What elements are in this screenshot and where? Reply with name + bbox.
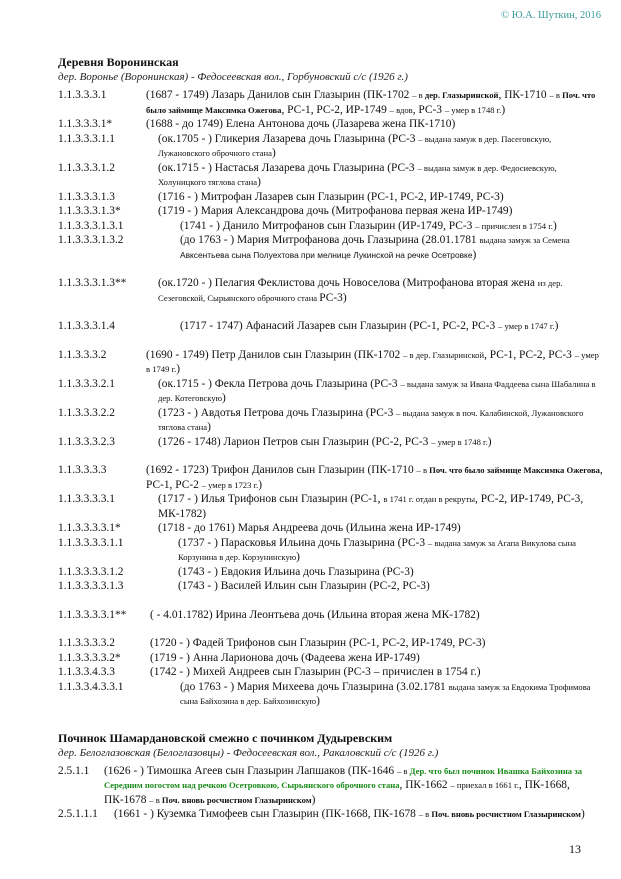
entry-text: (1690 - 1749) Петр Данилов сын Глазырин (ПК-1702 – в дер. Глазыринской, РС-1, РС-2, РС-3 – умер в 1749 г.): [146, 348, 599, 375]
genealogy-entry: [58, 521, 603, 536]
spacer: [58, 449, 603, 463]
spacer: [58, 709, 603, 731]
spacer: [58, 262, 603, 276]
entry-number: 1.1.3.3.3.3.1: [58, 493, 115, 505]
entry-number: 1.1.3.3.3.3.1.1: [58, 536, 124, 549]
page-number: 13: [569, 842, 581, 856]
entry-text: (ок.1705 - ) Гликерия Лазарева дочь Глазырина (РС-3 – выдана замуж в дер. Пасеговскую, Лужановского оброчного стана): [158, 132, 552, 159]
genealogy-entry: [58, 204, 603, 219]
entry-text: (1720 - ) Фадей Трифонов сын Глазырин (РС-1, РС-2, ИР-1749, РС-3): [150, 637, 486, 649]
genealogy-entry: [58, 117, 603, 132]
section-subtitle: дер. Белоглазовская (Белоглазовцы) - Федосеевская вол., Ракаловский с/с (1926 г.): [58, 746, 439, 759]
entry-text: (1626 - ) Тимошка Агеев сын Глазырин Лапшаков (ПК-1646 – в Дер. что был починок Ивашка Байхозина за Середним погостом над речкою Осетровкою, Сырьянского оброчного стана, ПК-1662 – приехал в 1661 г., ПК-1668, ПК-1678 – в Поч. вновь росчистном Глазыринском): [104, 764, 582, 806]
entry-number: 1.1.3.3.3.2: [58, 348, 107, 361]
entry-text: (1716 - ) Митрофан Лазарев сын Глазырин (РС-1, РС-2, ИР-1749, РС-3): [158, 190, 504, 203]
entry-number: 1.1.3.3.3.1.1: [58, 132, 115, 145]
genealogy-entry: [58, 377, 603, 406]
entry-number: 1.1.3.3.3.3: [58, 464, 107, 476]
entry-text: (ок.1715 - ) Настасья Лазарева дочь Глазырина (РС-3 – выдана замуж в дер. Федосиевскую, Холуницкого тяглова стана): [158, 161, 557, 188]
document-body: [58, 55, 603, 822]
genealogy-entry: [58, 665, 603, 680]
genealogy-entry: [58, 608, 603, 623]
entry-number: 1.1.3.3.3.1.3.2: [58, 234, 124, 246]
entry-text: (1719 - ) Анна Ларионова дочь (Фадеева жена ИР-1749): [150, 651, 420, 664]
copyright-notice: © Ю.А. Шуткин, 2016: [501, 10, 601, 21]
genealogy-entry: [58, 435, 603, 450]
entry-text: (до 1763 - ) Мария Михеева дочь Глазырина (3.02.1781 выдана замуж за Евдокима Трофимова сына Байхозина в дер. Байхозинскую): [180, 680, 591, 707]
entry-number: 2.5.1.1.1: [58, 808, 98, 820]
entry-text: (1717 - ) Илья Трифонов сын Глазырин (РС-1, в 1741 г. отдан в рекруты, РС-2, ИР-1749, РС-3, МК-1782): [158, 493, 584, 520]
genealogy-entry: [58, 651, 603, 666]
entry-text: (1737 - ) Парасковья Ильина дочь Глазырина (РС-3 – выдана замуж за Агапа Викулова сына Корзунина в дер. Корзунинскую): [178, 536, 576, 563]
spacer: [58, 622, 603, 636]
entry-number: 1.1.3.3.3.1: [58, 89, 107, 101]
genealogy-entry: [58, 636, 603, 651]
entry-text: (1741 - ) Данило Митрофанов сын Глазырин (ИР-1749, РС-3 – причислен в 1754 г.): [180, 219, 557, 232]
entry-text: (1687 - 1749) Лазарь Данилов сын Глазырин (ПК-1702 – в дер. Глазыринской, ПК-1710 – в Поч. что было займище Максимка Ожегова, РС-1, РС-2, ИР-1749 – вдов, РС-3 – умер в 1748 г.): [146, 89, 596, 116]
entry-text: (1742 - ) Михей Андреев сын Глазырин (РС-3 – причислен в 1754 г.): [150, 666, 481, 678]
entry-text: (до 1763 - ) Мария Митрофанова дочь Глазырина (28.01.1781 выдана замуж за Семена Авксентьева сына Полуехтова при мелнице Лукинской на речке Осетровке): [180, 234, 570, 261]
entry-number: 1.1.3.3.3.3.2*: [58, 651, 121, 664]
entry-number: 1.1.3.3.3.1.3**: [58, 277, 127, 289]
genealogy-entry: [58, 492, 603, 521]
genealogy-entry: [58, 233, 603, 262]
entry-number: 1.1.3.3.4.3.3.1: [58, 680, 124, 693]
entry-text: (1726 - 1748) Ларион Петров сын Глазырин (РС-2, РС-3 – умер в 1748 г.): [158, 435, 492, 448]
entry-number: 1.1.3.3.3.3.2: [58, 637, 115, 649]
section-title: Починок Шамардановской смежно с починком Дудыревским: [58, 730, 393, 745]
genealogy-entry: [58, 579, 603, 594]
entry-text: (1688 - до 1749) Елена Антонова дочь (Лазарева жена ПК-1710): [146, 118, 456, 130]
entry-text: (ок.1715 - ) Фекла Петрова дочь Глазырина (РС-3 – выдана замуж за Ивана Фаддеева сына Шабалина в дер. Котеговскую): [158, 377, 596, 404]
entry-number: 1.1.3.3.3.3.1.3: [58, 580, 124, 592]
genealogy-entry: [58, 190, 603, 205]
entry-text: (1719 - ) Мария Александрова дочь (Митрофанова первая жена ИР-1749): [158, 205, 513, 217]
entry-number: 2.5.1.1: [58, 764, 90, 777]
genealogy-entry: [58, 88, 603, 117]
entry-number: 1.1.3.3.3.1.4: [58, 320, 115, 332]
genealogy-entry: [58, 764, 603, 808]
genealogy-entry: [58, 565, 603, 580]
entry-number: 1.1.3.3.3.1.2: [58, 161, 115, 174]
entry-text: (1661 - ) Куземка Тимофеев сын Глазырин (ПК-1668, ПК-1678 – в Поч. вновь росчистном Глазыринском): [114, 808, 585, 820]
entry-number: 1.1.3.3.3.3.1**: [58, 608, 127, 621]
entry-number: 1.1.3.3.3.2.2: [58, 406, 115, 419]
entry-text: (ок.1720 - ) Пелагия Феклистова дочь Новоселова (Митрофанова вторая жена из дер. Сезеговской, Сырьянского оброчного стана РС-3): [158, 277, 563, 304]
entry-number: 1.1.3.3.3.3.1.2: [58, 565, 124, 578]
genealogy-entry: [58, 807, 603, 822]
entry-text: (1692 - 1723) Трифон Данилов сын Глазырин (ПК-1710 – в Поч. что было займище Максимка Ожегова, РС-1, РС-2 – умер в 1723 г.): [146, 464, 603, 491]
entry-number: 1.1.3.3.3.2.3: [58, 435, 115, 448]
entry-number: 1.1.3.3.3.1.3.1: [58, 219, 124, 232]
entry-text: (1743 - ) Василей Ильин сын Глазырин (РС-2, РС-3): [178, 580, 430, 592]
genealogy-entry: [58, 319, 603, 334]
entry-text: (1743 - ) Евдокия Ильина дочь Глазырина (РС-3): [178, 565, 414, 578]
genealogy-entry: [58, 463, 603, 492]
genealogy-entry: [58, 132, 603, 161]
entry-text: (1717 - 1747) Афанасий Лазарев сын Глазырин (РС-1, РС-2, РС-3 – умер в 1747 г.): [180, 320, 559, 332]
entry-text: (1718 - до 1761) Марья Андреева дочь (Ильина жена ИР-1749): [158, 522, 461, 534]
entry-number: 1.1.3.3.3.1.3*: [58, 205, 121, 217]
genealogy-entry: [58, 276, 603, 305]
entry-text: ( - 4.01.1782) Ирина Леонтьева дочь (Ильина вторая жена МК-1782): [150, 608, 480, 621]
entry-number: 1.1.3.3.3.1*: [58, 118, 113, 130]
genealogy-entry: [58, 680, 603, 709]
entry-number: 1.1.3.3.3.3.1*: [58, 522, 121, 534]
spacer: [58, 334, 603, 348]
genealogy-entry: [58, 536, 603, 565]
genealogy-entry: [58, 219, 603, 234]
entry-number: 1.1.3.3.4.3.3: [58, 666, 115, 678]
spacer: [58, 594, 603, 608]
genealogy-entry: [58, 348, 603, 377]
genealogy-entry: [58, 406, 603, 435]
entry-number: 1.1.3.3.3.1.3: [58, 190, 115, 203]
highlighted-location: Дер. что был починок Ивашка Байхозина за Середним погостом над речкою Осетровкою, Сырьянского оброчного стана: [104, 765, 582, 790]
section-title: Деревня Воронинская: [58, 55, 179, 69]
section-subtitle: дер. Воронье (Воронинская) - Федосеевская вол., Горбуновский с/с (1926 г.): [58, 71, 408, 83]
entry-text: (1723 - ) Авдотья Петрова дочь Глазырина (РС-3 – выдана замуж в поч. Калабинской, Лужановского тяглова стана): [158, 406, 584, 433]
entry-number: 1.1.3.3.3.2.1: [58, 377, 115, 390]
genealogy-entry: [58, 161, 603, 190]
spacer: [58, 305, 603, 319]
